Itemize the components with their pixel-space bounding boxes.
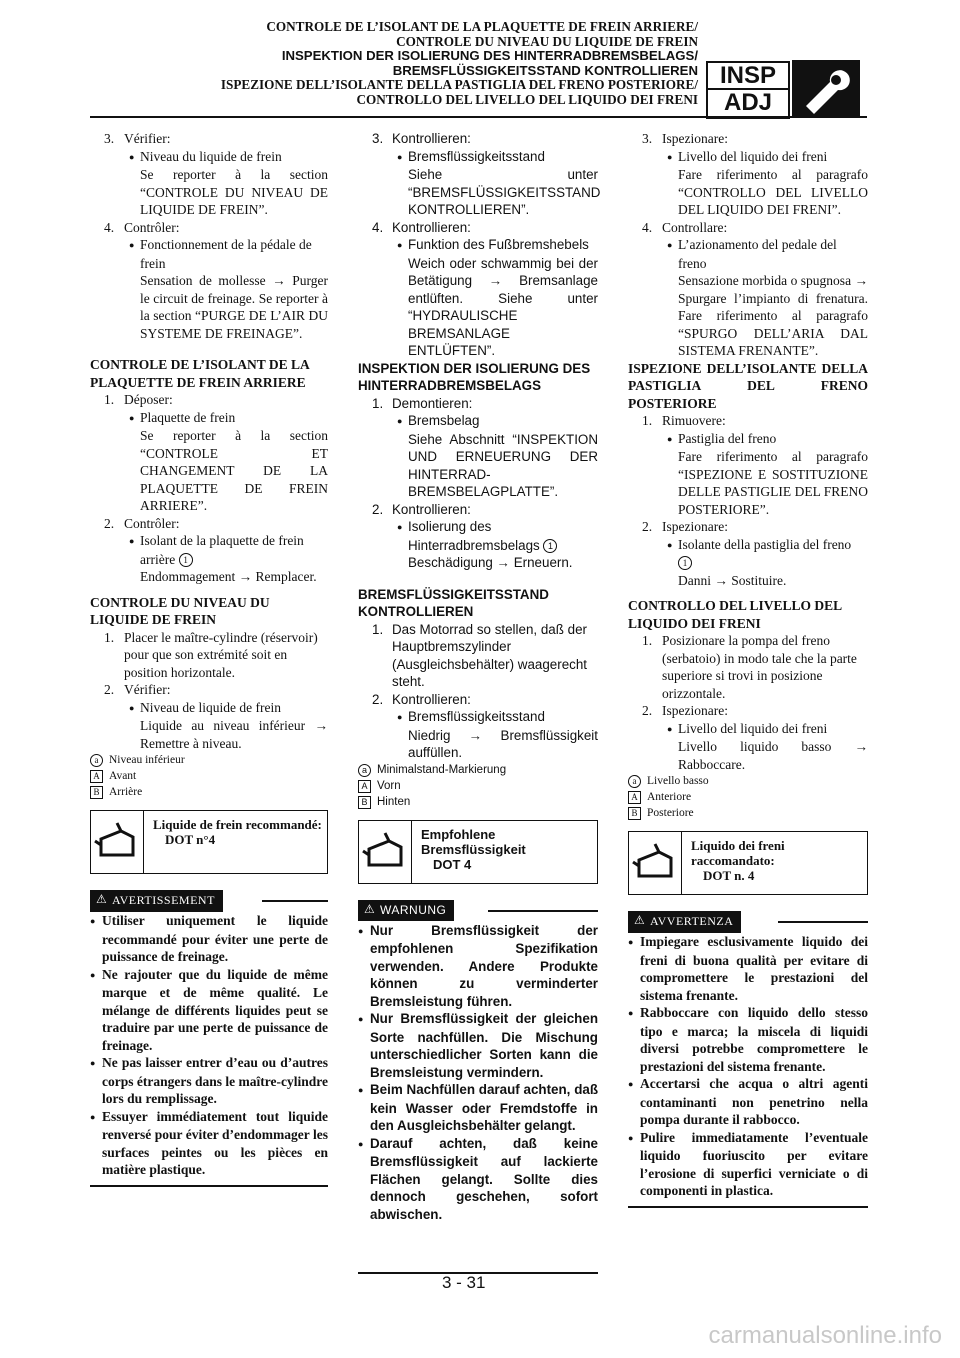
warning-item: ● Rabboccare con liquido dello stesso tipo e marca; la miscela di liquidi diversi potrebbe compromettere le prestazioni del sistema frenante.: [628, 1004, 868, 1075]
callout-1: 1: [179, 553, 193, 567]
wrench-icon: [792, 60, 860, 118]
bullet: ● Bremsflüssigkeitsstand: [358, 148, 598, 167]
step: 3. Ispezionare:: [642, 131, 728, 146]
step: 2. Vérifier:: [104, 682, 171, 697]
bullet-text: Beschädigung → Erneuern.: [408, 555, 573, 570]
callout-1: 1: [678, 556, 692, 570]
section-heading: CONTROLE DE L’ISOLANT DE LA PLAQUETTE DE FREIN ARRIERE: [90, 357, 310, 390]
section-heading: INSPEKTION DER ISOLIERUNG DES HINTERRADBREMSBELAGS: [358, 360, 591, 393]
header-line: INSPEKTION DER ISOLIERUNG DES HINTERRADBREMSBELAGS/: [281, 48, 698, 64]
bullet-text: Weich oder schwammig bei der Betätigung → Bremsanlage entlüften. Siehe unter “HYDRAULISCHE BREMSANLAGE ENTLÜFTEN”.: [408, 255, 598, 358]
watermark: carmanualsonline.info: [708, 1322, 942, 1349]
legend-B: B Hinten: [358, 794, 598, 810]
warning-label: ⚠ AVVERTENZA: [628, 911, 868, 933]
warning-label: ⚠ WARNUNG: [358, 900, 598, 922]
bullet-text: Se reporter à la section “CONTROLE DU NIVEAU DE LIQUIDE DE FREIN”.: [140, 167, 328, 217]
section-heading: CONTROLE DU NIVEAU DU LIQUIDE DE FREIN: [90, 594, 270, 627]
warning-item: ● Ne pas laisser entrer d’eau ou d’autres corps étrangers dans le maître-cylindre lors du remplissage.: [90, 1054, 328, 1108]
legend-B: B Arrière: [90, 784, 328, 800]
section-heading: ISPEZIONE DELL’ISOLANTE DELLA PASTIGLIA DEL FRENO POSTERIORE: [628, 360, 868, 411]
warning-item: ● Beim Nachfüllen darauf achten, daß kein Wasser oder Fremdstoffe in den Ausgleichsbehälter gelangt.: [358, 1081, 598, 1135]
bullet-text: Livello liquido basso → Rabboccare.: [678, 739, 868, 772]
bullet-text: Fare riferimento al paragrafo “CONTROLLO DEL LIVELLO DEL LIQUIDO DEI FRENI”.: [678, 167, 868, 217]
column-german: [358, 130, 601, 1223]
step: 2. Ispezionare:: [642, 703, 728, 718]
bullet: ● Pastiglia del freno: [628, 430, 868, 449]
bullet-text: Sensation de mollesse → Purger le circuit de freinage. Se reporter à la section “PURGE DE L’AIR DU SYSTEME DE FREINAGE”.: [140, 273, 328, 341]
legend-A: A Avant: [90, 768, 328, 784]
step: 3. Kontrollieren:: [372, 131, 471, 146]
legend-B: B Posteriore: [628, 805, 868, 821]
page-header: [221, 20, 698, 108]
header-line: CONTROLE DU NIVEAU DU LIQUIDE DE FREIN: [396, 33, 698, 49]
warning-item: ● Impiegare esclusivamente liquido dei freni di buona qualità per evitare di compromettere le prestazioni del sistema frenante.: [628, 933, 868, 1004]
legend-A: A Vorn: [358, 778, 598, 794]
warning-end-rule: [628, 1206, 868, 1208]
bullet: ● Niveau du liquide de frein: [90, 148, 328, 167]
step: 1. Das Motorrad so stellen, daß der Hauptbremszylinder (Ausgleichsbehälter) waagerecht steht.: [372, 621, 588, 689]
box-text: Liquido dei freni raccomandato: DOT n. 4: [691, 838, 785, 883]
step: 1. Placer le maître-cylindre (réservoir) pour que son extrémité soit en position horizontale.: [104, 629, 318, 680]
oil-can-icon: [91, 811, 144, 873]
warning-item: ● Pulire immediatamente l’eventuale liquido fuoriuscito per evitare l’erosione di superfici verniciate o di componenti in plastica.: [628, 1129, 868, 1200]
bullet-text: Danni → Sostituire.: [678, 572, 787, 588]
bullet: ● Isolant de la plaquette de frein arrière 1: [90, 532, 328, 568]
bullet: ● Funktion des Fußbremshebels: [358, 236, 598, 255]
warning-item: ● Ne rajouter que du liquide de même marque et de même qualité. Le mélange de différents liquides peut se traduire par une perte de puissance de freinage.: [90, 966, 328, 1055]
header-line: CONTROLLO DEL LIVELLO DEL LIQUIDO DEI FRENI: [356, 91, 698, 107]
box-text: Empfohlene Bremsflüssigkeit DOT 4: [421, 826, 526, 872]
column-italian: [628, 130, 868, 1208]
warning-item: ● Nur Bremsflüssigkeit der gleichen Sorte nachfüllen. Die Mischung unterschiedlicher Sorten kann die Bremsleistung vermindern.: [358, 1010, 598, 1081]
bullet: ● Livello del liquido dei freni: [628, 148, 868, 167]
bullet-text: Siehe Abschnitt “INSPEKTION UND ERNEUERUNG DER HINTERRAD-BREMSBELAGPLATTE”.: [408, 431, 598, 499]
bullet: ● Bremsflüssigkeitsstand: [358, 708, 598, 727]
bullet: ● Isolierung des Hinterradbremsbelags 1: [358, 518, 598, 554]
badge-bottom: ADJ: [723, 89, 772, 116]
step: 4. Contrôler:: [104, 219, 180, 235]
header-line: CONTROLE DE L’ISOLANT DE LA PLAQUETTE DE FREIN ARRIERE/: [266, 19, 698, 34]
warning-item: ● Accertarsi che acqua o altri agenti contaminanti non penetrino nella pompa durante il rabbocco.: [628, 1075, 868, 1129]
bullet-text: Liquide au niveau inférieur → Remettre à niveau.: [140, 718, 328, 751]
bullet: ● Niveau de liquide de frein: [90, 699, 328, 718]
callout-1: 1: [543, 539, 557, 553]
header-line: ISPEZIONE DELL’ISOLANTE DELLA PASTIGLIA DEL FRENO POSTERIORE/: [220, 77, 698, 93]
bullet: ● Livello del liquido dei freni: [628, 720, 868, 739]
column-french: [90, 130, 328, 1187]
header-rule: [90, 116, 867, 118]
bullet: ● L’azionamento del pedale del freno: [628, 236, 868, 272]
step: 1. Rimuovere:: [642, 413, 726, 428]
step: 2. Kontrollieren:: [372, 501, 471, 517]
warning-label: ⚠ AVERTISSEMENT: [90, 890, 328, 912]
insp-adj-badge: [706, 61, 790, 119]
recommended-fluid-box: [628, 831, 868, 895]
step: 2. Ispezionare:: [642, 519, 728, 534]
warning-item: ● Utiliser uniquement le liquide recommandé pour éviter une perte de puissance de freinage.: [90, 912, 328, 966]
warning-item: ● Essuyer immédiatement tout liquide renversé pour éviter d’endommager les surfaces peintes ou les pièces en matière plastique.: [90, 1108, 328, 1179]
bullet-text: Niedrig → Bremsflüssigkeit auffüllen.: [408, 727, 598, 760]
warning-end-rule: [90, 1185, 328, 1187]
warning-item: ● Nur Bremsflüssigkeit der empfohlenen Spezifikation verwenden. Andere Produkte können zu verminderter Bremsleistung führen.: [358, 922, 598, 1011]
legend-a: a Minimalstand-Markierung: [358, 762, 598, 778]
step: 1. Posizionare la pompa del freno (serbatoio) in modo tale che la parte superiore si trovi in posizione orizzontale.: [642, 633, 857, 701]
section-heading: BREMSFLÜSSIGKEITSSTAND KONTROLLIEREN: [358, 586, 549, 619]
bullet-text: Fare riferimento al paragrafo “ISPEZIONE E SOSTITUZIONE DELLE PASTIGLIE DEL FRENO POSTERIORE”.: [678, 449, 868, 517]
oil-can-icon: [629, 832, 682, 894]
page-number: 3 - 31: [442, 1273, 486, 1292]
step: 4. Kontrollieren:: [372, 219, 471, 235]
step: 1. Demontieren:: [372, 395, 473, 411]
section-heading: CONTROLLO DEL LIVELLO DEL LIQUIDO DEI FRENI: [628, 598, 842, 631]
bullet-text: Endommagement → Remplacer.: [140, 569, 317, 584]
step: 4. Controllare:: [642, 219, 728, 235]
step: 2. Contrôler:: [104, 515, 180, 531]
bullet: ● Isolante della pastiglia del freno 1: [628, 536, 868, 572]
bullet: ● Plaquette de frein: [90, 409, 328, 428]
legend-a: a Niveau inférieur: [90, 752, 328, 768]
recommended-fluid-box: [90, 810, 328, 874]
bullet: ● Fonctionnement de la pédale de frein: [90, 236, 328, 272]
step: 2. Kontrollieren:: [372, 691, 471, 707]
box-text: Liquide de frein recommandé: DOT n°4: [153, 817, 322, 847]
recommended-fluid-box: [358, 820, 598, 884]
step: 3. Vérifier:: [104, 131, 171, 146]
warning-item: ● Darauf achten, daß keine Bremsflüssigkeit auf lackierte Flächen gelangt. Sollte dies dennoch geschehen, sofort abwischen.: [358, 1135, 598, 1224]
bullet: ● Bremsbelag: [358, 412, 598, 431]
header-line: BREMSFLÜSSIGKEITSSTAND KONTROLLIEREN: [392, 62, 698, 78]
legend-a: a Livello basso: [628, 773, 868, 789]
badge-top: INSP: [708, 63, 788, 90]
legend-A: A Anteriore: [628, 789, 868, 805]
bullet-text: Siehe unter “BREMSFLÜSSIGKEITSSTAND KONTROLLIEREN”.: [408, 167, 601, 217]
bullet-text: Se reporter à la section “CONTROLE ET CHANGEMENT DE LA PLAQUETTE DE FREIN ARRIERE”.: [140, 428, 328, 513]
bullet-text: Sensazione morbida o spugnosa → Spurgare l’impianto di frenatura. Fare riferimento al paragrafo “SPURGO DELL’ARIA DAL SISTEMA FRENANTE”.: [678, 273, 868, 358]
oil-can-icon: [359, 821, 412, 883]
step: 1. Déposer:: [104, 392, 173, 407]
